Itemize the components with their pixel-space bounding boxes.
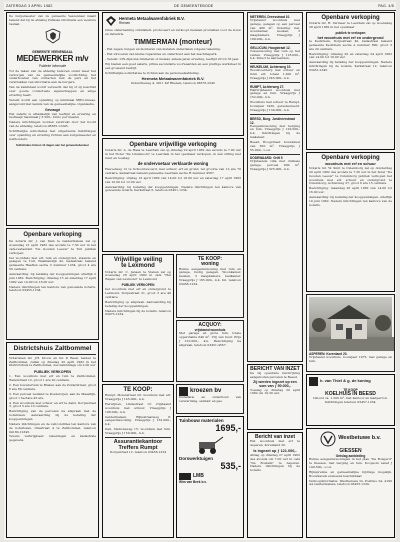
westbetuwe-city: GIESSEN	[339, 448, 362, 454]
tuinbouw-ad	[176, 416, 244, 538]
lmb-name: LMB	[193, 473, 204, 480]
van-thiel-title: h. van Thiel & g. de koning	[320, 378, 371, 384]
dodewaard-title: DODEWAARD: Grift 5	[250, 156, 283, 161]
rumpt-title: RUMPT, Achterweg 27.	[250, 84, 285, 89]
te-koop2-title: TE KOOP:	[123, 387, 153, 393]
hermeta-city: Rhenen	[119, 21, 131, 26]
right-openbare1-tag: publiek te verkopen	[335, 31, 366, 36]
openbare-verkoping-right-1: Openbare verkoping Notaris mr. H. Vermeer te Leerdam zal op woensdag 28 april 1982 in het openbaar publiek te verkopen het woonhuis met erf en ondergrond te Kedichem, Dorpsstraat 40, kadastraal bekend gemeente Kedichem sectie A nummer 890, groot 3 are 20 centiare. Bezichtiging: dinsdag 20 en zaterdag 24 april 1982 van 14.00 tot 16.00 uur. Aanvaarding bij betaling der kooppenningen. Nadere inlichtingen bij de notaris, Kerkstraat 12, telefoon 03451-2345.	[306, 12, 395, 150]
gemeente-vacancy-title: MEDEWERKER m/v	[16, 54, 89, 64]
te-koop-woning-title: TE KOOP:	[197, 256, 223, 262]
vrijwillige-veiling-ad: Vrijwillige veiling te Lexmond Notaris mr. C. Jansen te Vianen zal op woensdag 28 april 1982 in café "Het Wapen van Lexmond" te Lexmond PUBLIEK VERKOPEN het woonhuis met erf en ondergrond te Lexmond, Dorpsstraat 21, groot 3 are 40 centiare. Bezichtiging op afspraak. Aanvaarding bij betaling der kooppenningen. Nadere inlichtingen bij de notaris, telefoon 03473-1234.	[102, 254, 174, 382]
vrijwillige-left-title: Vrijwillige veiling	[113, 257, 163, 263]
right-openbare2-sub: woonhuis met erf en schuur	[325, 162, 376, 167]
te-koop-woning-ad: TE KOOP: woning Ruime eengezinswoning met tuin en garage, rustig gelegen. Woonkamer, keuken, 3 slaapkamers, badkamer. Vraagprijs ƒ 165.000,- k.k. Inl. telefoon 03458-1234.	[176, 254, 244, 318]
masthead-paper: DE GEMEENTEBODE	[174, 4, 214, 8]
bericht1-line: Zij werden ingezet op een som van ƒ 50.000,-	[253, 380, 297, 388]
kroezen-name: kroezen bv	[190, 388, 222, 395]
hermeta-job-title: TIMMERMAN (monteur)	[133, 38, 213, 46]
vrijwillige-verkoping-center-ad: Openbare vrijwillige verkoping Notaris mr. A. de Haas te Leerdam zal op dinsdag 20 april 1982 des avonds te 7.00 uur in het Hotel "De Lindeboom" te Leerdam in het openbaar verkopen, in één zitting met inzet en toeslag: de ondervoetaar verklaarde woning Heuvelweg 12 te Schoonrewoerd, met schuur, erf en grond, ter grootte van 12 are 70 centiare, kadastraal bekend gemeente Leerdam sectie H nummer 4567. Bezichtiging: vrijdag 16 april 1982 van 14.00 tot 16.00 uur en zaterdag 17 april 1982 van 10.00 tot 12.00 uur. Aanvaarding: bij betaling der kooppenningen. Nadere inlichtingen ten kantore van genoemde notaris, Kerkstraat 6, telefoon 03451-1234.	[102, 138, 244, 252]
asperen-listing: ASPEREN: Korenland 20. Vrijstaand woonhuis, bouwjaar 1975, met garage en tuin.	[306, 294, 395, 372]
bericht2-title: Bericht van inzet	[254, 434, 295, 440]
tuinbouw-title: Tuinbouw materialen	[179, 418, 224, 423]
westbetuwe-name: Westbetuwe b.v.	[338, 435, 381, 442]
lmb-logo-icon	[179, 473, 191, 480]
vrijwillige-left-tag: PUBLIEK VERKOPEN	[121, 283, 155, 288]
tuinbouw-price2: 535,-	[220, 460, 241, 471]
gemeente-footer: Sollicitaties binnen 14 dagen aan het gemeentebestuur	[15, 142, 90, 147]
tuinbouw-machine-icon	[195, 434, 225, 456]
hermeta-logo-icon	[105, 15, 117, 27]
gemeente-subhead: Gevraagd	[45, 107, 60, 112]
bericht-van-inzet-1: BERICHT VAN INZET De bij openbare inschrijving aangeboden percelen te Beesd. Zij werden ingezet op een som van ƒ 50.000,- Toeslag op dinsdag 20 april 1982 om 19.30 uur.	[247, 364, 303, 430]
assurantie-title: Assurantiekantoor Treffers Rumpt	[113, 438, 163, 451]
vrijwillige-center-title: Openbare vrijwillige verkoping	[129, 142, 217, 148]
van-thiel-sub: KOELHUIS IN BEESD	[325, 391, 376, 397]
right-openbare2-title: Openbare verkoping	[321, 155, 380, 161]
gemeente-section: Publieke Informatie	[38, 63, 67, 68]
hermeta-footer: Hermeta Metaalwarenfabriek B.V.	[141, 76, 205, 82]
districtshuis-sub: PUBLIEK VERKOPEN	[34, 369, 71, 374]
van-thiel-tag: TE KOOP	[343, 388, 358, 392]
hermeta-job-ad: Hermeta Metaalwarenfabriek B.V. Rhenen Onze onderneming ontwikkelt, produceert en verkoopt metalen produkten voor de bouw en industrie. TIMMERMAN (monteur) - Het zagen, buigen en monteren van metalen onderdelen volgens tekening. - Het uitvoeren van kleine reparaties en onderhoud aan het machinepark. - Vereist: LTS-diploma timmeren of metaal, enkele jaren ervaring, leeftijd 20 tot 35 jaar. Wij bieden een goed salaris, prima secundaire voorwaarden en een prettige werksfeer in een groeiend bedrijf. Schriftelijke sollicitaties te richten aan de personeelsafdeling. Hermeta Metaalwarenfabriek B.V. Industrieweg 4, 3911 KZ Rhenen, telefoon 08376-2345	[102, 12, 244, 136]
gemeente-name: GEMEENTE VEENENDAAL	[32, 50, 73, 55]
openbare-verkoping-right-2: Openbare verkoping woonhuis met erf en schuur Notaris mr. W. Smit te Culemborg zal op donderdag 29 april 1982 des avonds te 7.30 uur in het hotel "De Gouden Leeuw" te Culemborg publiek verkopen het woonhuis met erf, schuur en ondergrond te Culemborg, Achterweg 27, groot 6 are 15 centiare. Bezichtiging: maandag 26 april 1982 van 14.00 tot 16.00 uur. Aanvaarding: bij betaling der kooppenningen, uiterlijk 10 juni 1982. Nadere inlichtingen ten kantore van de notaris.	[306, 152, 395, 292]
westbetuwe-ad: Westbetuwe b.v. GIESSEN Ontslag aanbieding Ruime eengezinswoningen in het plan "De Bongerd" te Giessen, met berging en tuin. Koopsom vanaf ƒ 149.500,- v.o.n. Rijkspremie en gemeentelijke bijdrage mogelijk. Bouwkavels eveneens beschikbaar. Verkoopinformatie: Westbetuwe bv, Postbus 24, 4190 AA Geldermalsen, telefoon 03455-1234.	[306, 428, 395, 538]
districtshuis-ad: Districtshuis Zaltbommel Notarissen mr. J.H. Kroon en mr. P. Beek, beiden te Zaltbommel, zullen op dinsdag 20 april 1982 in het Districtshuis te Zaltbommel, des namiddags om 2.00 uur PUBLIEK VERKOPEN 1. Een woonhuis met erf en tuin te Zaltbommel, Waterstraat 12, groot 1 are 20 centiare. 2. Een bouwterrein te Brakel, aan de Zuiderstraat, groot 6 are 80 centiare. 3. Een perceel weiland te Poederoijen, aan de Maasdijk, groot 1 hectare 45 are. 4. Een woonhuis met schuur en erf te Aalst, Dorpsstraat 3, groot 5 are 10 centiare. Bezichtiging van de percelen na afspraak met de notarissen. Aanvaarding bij de betaling der kooppenningen. Nadere inlichtingen en de veilcondities ten kantore van de notarissen, Oliestraat 4 te Zaltbommel, telefoon 04180-12345. Tevens verkrijgbaar: tekeningen en kadastrale gegevens.	[6, 342, 99, 538]
vrijwillige-center-sub: de ondervoetaar verklaarde woning	[137, 161, 209, 167]
house-photo-icon	[309, 297, 394, 351]
asperen-title: ASPEREN: Korenland 20.	[309, 352, 348, 356]
house-listings-column: METEREN, Dreesstraat 10. Vrijstaand woonhuis met garage, gelegen op een perceel van 480 m². Indeling: hal, woonkamer, keuken, 3 slaapkamers. Vraagprijs ƒ 189.000,- k.k. GELLICUM, Hoogstraat 12. Tussenwoning met tuin op het zuiden. Vraagprijs ƒ 118.000,- k.k. Direct te aanvaarden. HEUKELUM, Achterweg 10. Woonboerderij met schuur en ruim erf, totaal 1.200 m². Vraagprijs ƒ 245.000,- k.k. RUMPT, Achterweg 27. Halfvrijstaand woonhuis met garage en tuin. Vraagprijs ƒ 152.000,- k.k. Woonhuis met schuur te Rumpt, bouwjaar 1930, gerestaureerd. Vraagprijs ƒ 139.000,- k.k. BEESD, Burg. Jonkheerstraat 12. Eengezinswoning met berging en tuin. Vraagprijs ƒ 129.500,- k.k. Inlichtingen bij de makelaar. Beesd, Hoogstraat: bouwkavel van 620 m². Vraagprijs ƒ 55.000,- v.o.n. DODEWAARD: Grift 5 Vrijstaande villa met dubbele garage, perceel 900 m². Vraagprijs ƒ 325.000,- k.k.	[247, 12, 303, 362]
vrijwillige-left-sub: te Lexmond	[121, 263, 155, 270]
te-koop-woning-sub: woning	[201, 261, 219, 268]
acquoy-title: ACQUOY:	[198, 322, 222, 328]
lmb-sub: Wim van Beek b.v.	[179, 480, 207, 485]
masthead-page: PAG. 4/5	[378, 4, 394, 8]
hermeta-company: Hermeta Metaalwarenfabriek B.V.	[119, 15, 185, 21]
westbetuwe-logo-icon	[320, 431, 336, 447]
acquoy-ad: ACQUOY: vrijstaand woonhuis Met garage en grote tuin, totale oppervlakte 640 m². Vrij van huur. Prijs ƒ 210.000,- k.k. Bezichtiging na afspraak, telefoon 03451-4567.	[176, 320, 244, 382]
openbare-left-title: Openbare verkoping	[23, 232, 82, 238]
tuinbouw-sub: Dorswerktuigen	[179, 456, 214, 462]
districtshuis-title: Districtshuis Zaltbommel	[13, 345, 92, 352]
bericht1-title: BERICHT VAN INZET	[250, 366, 300, 372]
masthead-date: ZATERDAG 3 APRIL 1982	[6, 4, 53, 8]
gemeente-vacancy-ad: De burgemeester van de gemeente Veenendaal maakt bekend dat bij de afdeling Publieke Informatie een vacature bestaat. GEMEENTE VEENENDAAL MEDEWERKER m/v Publieke Informatie Tot de taken van de afdeling behoren onder meer het verzorgen van de gemeentelijke voorlichting, het onderhouden van contacten met de pers en het verstrekken van informatie aan de burgers. Van de kandidaat wordt verwacht dat hij of zij beschikt over goede contactuele eigenschappen en enige ervaring heeft. Vereist wordt een opleiding op minimaal MBO-niveau, aangevuld met kennis van de gemeentelijke organisatie. Gevraagd Het salaris is afhankelijk van leeftijd en ervaring en bedraagt maximaal ƒ 3.500,- bruto per maand. Nadere inlichtingen worden verstrekt door het hoofd van de afdeling, telefoon 08385-12345. Schriftelijke sollicitaties met uitgebreide inlichtingen over opleiding en ervaring richten aan burgemeester en wethouders. Sollicitaties binnen 14 dagen aan het gemeentebestuur	[6, 12, 99, 226]
acquoy-sub: vrijstaand woonhuis	[194, 328, 226, 333]
tuinbouw-price1: 1695,-	[215, 422, 241, 433]
bericht-van-inzet-2: Bericht van inzet Het woonhuis met erf te Asperen, Korenland 20. Is ingezet op ƒ 121.000,- Afslag op dinsdag 27 april 1982 des avonds om 7.00 uur in café "De Roskam" te Asperen. Nadere inlichtingen bij de notaris.	[247, 432, 303, 538]
bericht2-line: Is ingezet op ƒ 121.000,-	[253, 449, 297, 454]
beesd-title: BEESD, Burg. Jonkheerstraat 12.	[250, 116, 295, 125]
van-thiel-logo-icon	[309, 377, 318, 386]
right-openbare1-title: Openbare verkoping	[321, 15, 380, 21]
right-openbare1-sub: het woonhuis met erf en ondergrond	[317, 36, 384, 41]
van-thiel-ad: h. van Thiel & g. de koning TE KOOP KOELHUIS IN BEESD Inhoud ca. 1.200 m³, met kantoor en laadperron. Inlichtingen telefoon 03457-1234.	[306, 374, 395, 426]
newspaper-page	[4, 2, 396, 540]
openbare-verkoping-left-ad: Openbare verkoping De notaris mr. J. van Dam te Geldermalsen zal op woensdag 21 april 1982 des avonds te 7.30 uur in het café-restaurant "De Gouden Leeuw" te Tuil publiek verkopen: het woonhuis met erf, tuin en ondergrond, staande en gelegen te Tuil, Waalbandijk 42, kadastraal bekend gemeente Haaften sectie C nummer 1234, groot 4 are 50 centiare. Aanvaarding: bij betaling der kooppenningen uiterlijk 2 juni 1982. Bezichtiging: dinsdag 13 en zaterdag 17 april 1982 van 14.00 tot 16.00 uur. Nadere inlichtingen ten kantore van genoemde notaris, telefoon 03455-1234.	[6, 228, 99, 340]
gellicum-title: GELLICUM, Hoogstraat 12.	[250, 45, 291, 50]
meteren-title: METEREN, Dreesstraat 10.	[250, 15, 291, 19]
westbetuwe-sub: Ontslag aanbieding	[335, 454, 366, 459]
heukelum-title: HEUKELUM, Achterweg 10.	[250, 65, 292, 70]
municipal-seal-icon	[44, 28, 62, 44]
kroezen-ad: kroezen bv Installatie en onderhoud van verwarming, sanitair en gas.	[176, 384, 244, 414]
masthead	[4, 2, 396, 11]
te-koop-ad-2: TE KOOP: Rumpt, Molenstraat 20: woonhuis met erf. Vraagprijs ƒ 145.000,- k.k. Herwijnen, Lindestraat 12: vrijstaand woonhuis met schuur. Vraagprijs ƒ 198.000,- k.k. Geldermalsen, Rijksstraatweg 8: eengezinswoning. Vraagprijs ƒ 132.000,- k.k. Deil, Stationsweg 15: woonhuis met tuin. Vraagprijs ƒ 159.000,- k.k. Assurantiekantoor Treffers Rumpt Dorpsstraat 12, telefoon 03458-1234	[102, 384, 174, 538]
house-photo	[309, 297, 392, 351]
